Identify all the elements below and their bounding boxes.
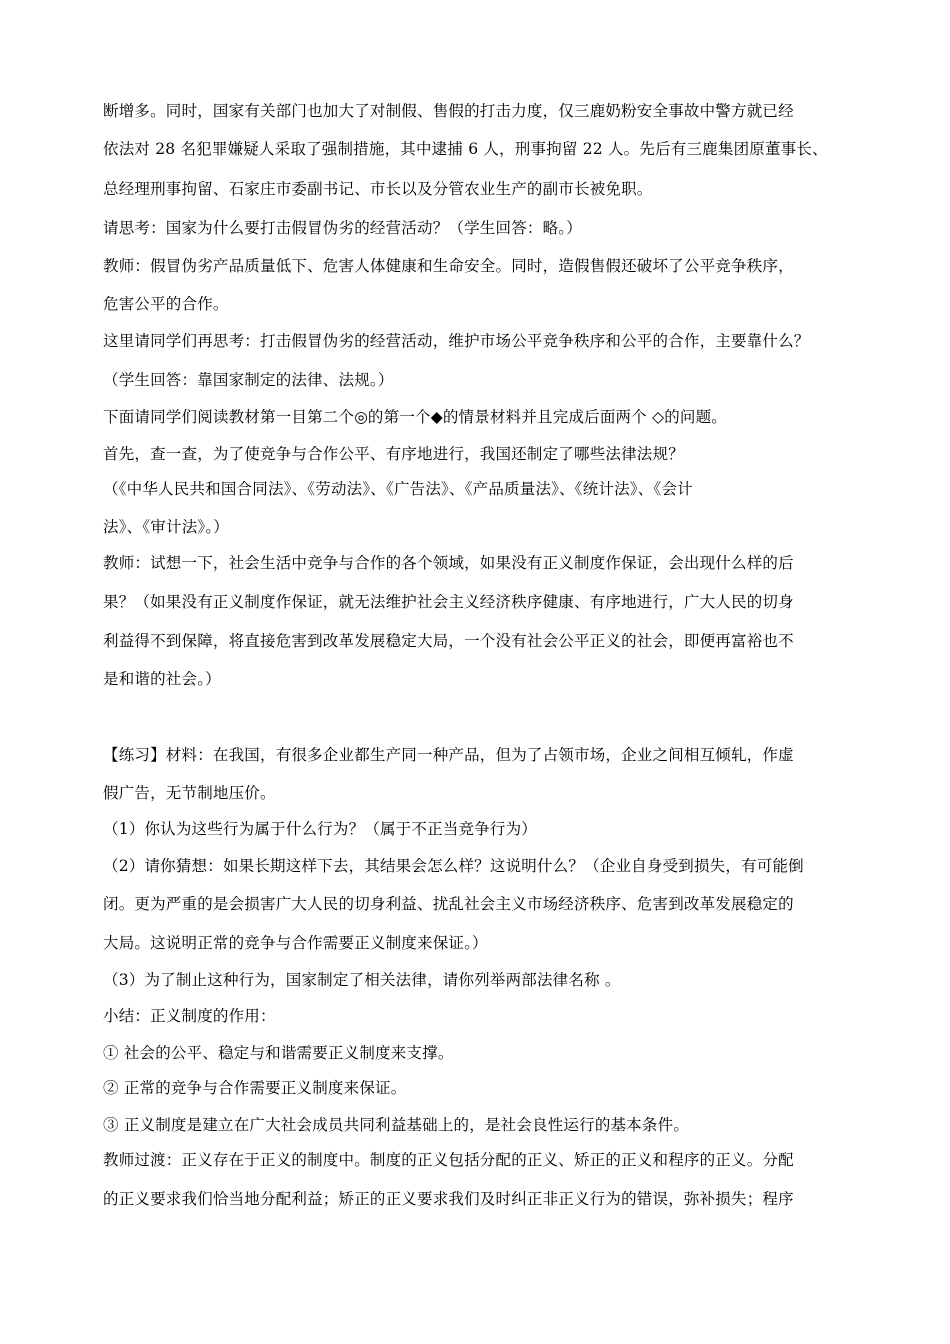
- text-line: 假广告，无节制地压价。: [103, 784, 276, 802]
- text-line: ② 正常的竞争与合作需要正义制度来保证。: [103, 1079, 407, 1097]
- text-line: 【练习】材料：在我国，有很多企业都生产同一种产品，但为了占领市场，企业之间相互倾轧，作虚: [103, 746, 794, 764]
- text-line: 小结：正义制度的作用：: [103, 1007, 276, 1025]
- text-line: 下面请同学们阅读教材第一目第二个◎的第一个◆的情景材料并且完成后面两个 ◇的问题。: [103, 408, 727, 426]
- text-line: 首先，查一查，为了使竞争与合作公平、有序地进行，我国还制定了哪些法律法规？: [103, 445, 684, 463]
- text-line: ① 社会的公平、稳定与和谐需要正义制度来支撑。: [103, 1044, 454, 1062]
- text-line: （《中华人民共和国合同法》、《劳动法》、《广告法》、《产品质量法》、《统计法》、《会计: [103, 480, 693, 498]
- text-line: 是和谐的社会。）: [103, 670, 221, 688]
- text-line: 断增多。同时，国家有关部门也加大了对制假、售假的打击力度，仅三鹿奶粉安全事故中警方就已经: [103, 102, 794, 120]
- text-line: 法》、《审计法》。）: [103, 518, 230, 536]
- text-line: 闭。更为严重的是会损害广大人民的切身利益、扰乱社会主义市场经济秩序、危害到改革发展稳定的: [103, 895, 794, 913]
- text-line: 教师过渡：正义存在于正义的制度中。制度的正义包括分配的正义、矫正的正义和程序的正义。分配: [103, 1151, 794, 1169]
- text-line: （2）请你猜想：如果长期这样下去，其结果会怎么样？这说明什么？（企业自身受到损失，有可能倒: [103, 857, 804, 875]
- text-line: 的正义要求我们恰当地分配利益；矫正的正义要求我们及时纠正非正义行为的错误，弥补损失；程序: [103, 1190, 794, 1208]
- text-line: 果？（如果没有正义制度作保证，就无法维护社会主义经济秩序健康、有序地进行，广大人民的切身: [103, 593, 794, 611]
- text-line: 教师：试想一下，社会生活中竞争与合作的各个领域，如果没有正义制度作保证，会出现什么样的后: [103, 554, 794, 572]
- text-line: ③ 正义制度是建立在广大社会成员共同利益基础上的，是社会良性运行的基本条件。: [103, 1116, 690, 1134]
- text-line: （学生回答：靠国家制定的法律、法规。）: [103, 371, 394, 389]
- text-line: 总经理刑事拘留、石家庄市委副书记、市长以及分管农业生产的副市长被免职。: [103, 180, 653, 198]
- text-line: 大局。这说明正常的竞争与合作需要正义制度来保证。）: [103, 934, 488, 952]
- text-line: （3）为了制止这种行为，国家制定了相关法律，请你列举两部法律名称 。: [103, 971, 621, 989]
- text-line: 利益得不到保障，将直接危害到改革发展稳定大局，一个没有社会公平正义的社会，即便再富裕也不: [103, 632, 794, 650]
- text-line: 这里请同学们再思考：打击假冒伪劣的经营活动，维护市场公平竞争秩序和公平的合作，主要靠什么？: [103, 332, 810, 350]
- text-line: 依法对 28 名犯罪嫌疑人采取了强制措施，其中逮捕 6 人，刑事拘留 22 人。先后有三鹿集团原董事长、: [103, 140, 828, 158]
- text-line: 教师：假冒伪劣产品质量低下、危害人体健康和生命安全。同时，造假售假还破坏了公平竞争秩序，: [103, 257, 794, 275]
- text-line: （1）你认为这些行为属于什么行为？（属于不正当竞争行为）: [103, 820, 537, 838]
- text-line: 危害公平的合作。: [103, 295, 229, 313]
- text-line: 请思考：国家为什么要打击假冒伪劣的经营活动？（学生回答：略。）: [103, 219, 582, 237]
